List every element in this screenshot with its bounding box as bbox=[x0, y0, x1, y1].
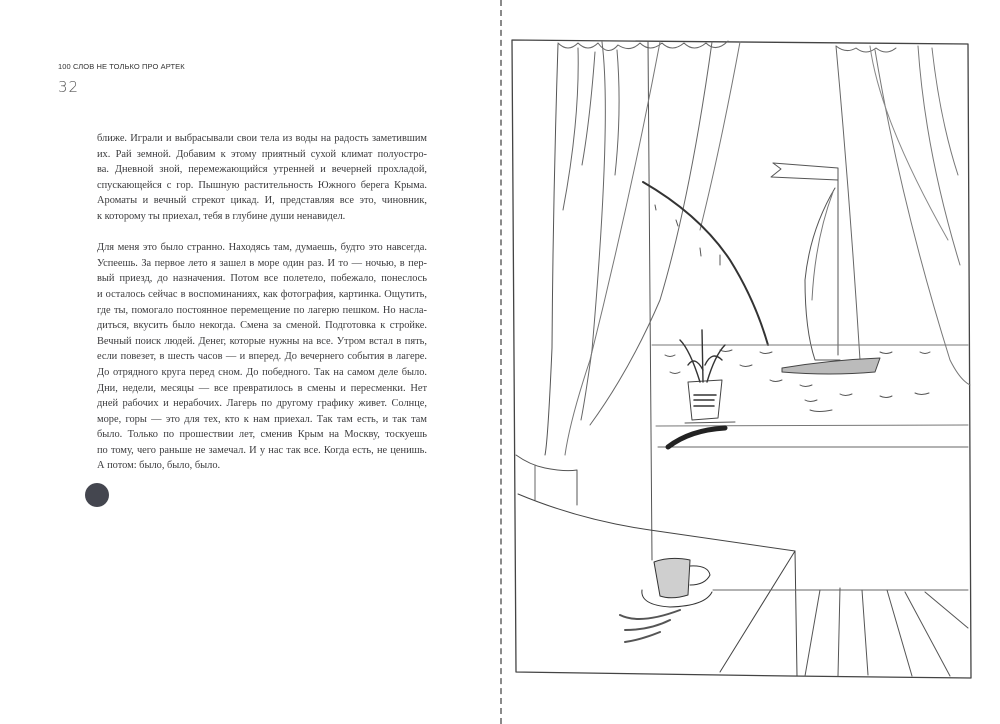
circle-marker-icon bbox=[85, 483, 109, 507]
running-head: 100 СЛОВ НЕ ТОЛЬКО ПРО АРТЕК bbox=[58, 62, 185, 71]
text-line: Ароматы и вечный стрекот цикад. И, представляя все это, чиновник, bbox=[97, 195, 427, 207]
text-line: вый приезд, до назначения. Потом все полетело, побежало, понеслось bbox=[97, 273, 427, 285]
right-page bbox=[502, 0, 1000, 724]
text-line: До отрядного круга перед сном. До победного. Так на самом деле было. bbox=[97, 366, 427, 378]
text-line: ва. Дневной зной, перемежающийся утренней и вечерней прохладой, bbox=[97, 164, 427, 176]
text-line: спускающейся с гор. Пышную растительность Южного берега Крыма. bbox=[97, 179, 427, 191]
paragraph-2 bbox=[97, 240, 427, 474]
text-line: если повезет, в шесть часов — и вперед. До вечернего события в лагере. bbox=[97, 351, 427, 363]
text-line: по тому, чего раньше не замечал. И у нас так все. Когда есть, не ценишь. bbox=[97, 444, 427, 456]
text-line: диться, вкусить было некогда. Смена за сменой. Подготовка к стройке. bbox=[97, 320, 427, 332]
pencil-sketch-illustration bbox=[502, 0, 1000, 724]
text-line: к которому ты приехал, тебя в глубине души ненавидел. bbox=[97, 210, 346, 222]
text-line: дней рабочих и нерабочих. Лагерь по другому графику живет. Солнце, bbox=[97, 398, 427, 410]
text-line: где ты, помогало постоянное перемещение по лагерю пешком. Но насла- bbox=[97, 304, 427, 316]
text-line: Успеешь. За первое лето я зашел в море один раз. И то — ночью, в пер- bbox=[97, 257, 427, 269]
text-line: и осталось сейчас в воспоминаниях, как фотография, картинка. Ощутить, bbox=[97, 288, 427, 300]
body-text bbox=[97, 131, 427, 474]
text-line: Для меня это было странно. Находясь там, думаешь, будто это навсегда. bbox=[97, 242, 427, 254]
text-line: ближе. Играли и выбрасывали свои тела из воды на радость заметившим bbox=[97, 133, 427, 144]
paragraph-1 bbox=[97, 131, 427, 225]
text-line: было. Только по прошествии лет, сменив Крым на Москву, тоскуешь bbox=[97, 429, 427, 441]
text-line: Дни, недели, месяцы — все превратилось в смены и пересменки. Нет bbox=[97, 382, 427, 394]
text-line: их. Рай земной. Добавим к этому приятный сухой климат полуостро- bbox=[97, 148, 427, 160]
text-line: Вечный поиск людей. Денег, которые нужны на все. Утром встал в пять, bbox=[97, 335, 427, 347]
text-line: море, горы — это для тех, кто к нам приехал. Так там есть, и так там bbox=[97, 413, 427, 425]
page-number: 32 bbox=[58, 78, 80, 96]
text-line: А потом: было, было, было. bbox=[97, 460, 221, 472]
